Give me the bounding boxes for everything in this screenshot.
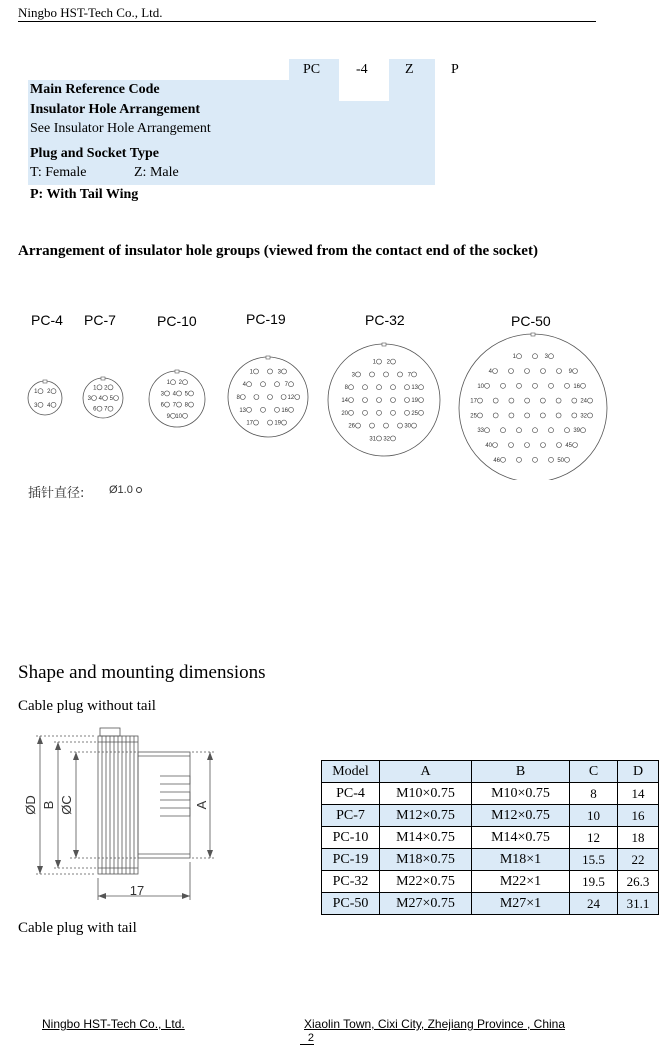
key-notch [382,343,386,346]
pin-number: 45 [565,443,572,449]
table-header-row [322,761,659,783]
pin-hole [493,443,498,448]
table-row [322,871,659,893]
with-tail-label: Cable plug with tail [18,920,137,936]
conn-name-pc32: PC-32 [365,312,405,328]
insulator-diagrams [0,320,662,480]
table-cell: M14×0.75 [380,827,472,849]
pin-hole [384,372,389,377]
pin-hole [177,402,182,407]
pin-number: 2 [104,385,108,392]
pin-hole [165,402,170,407]
pin-hole [268,395,273,400]
pin-hole [363,410,368,415]
pin-hole [391,385,396,390]
connector-pc4 [28,380,62,415]
pin-hole [183,413,188,418]
pin-hole [549,457,554,462]
insulator-outline [228,357,308,437]
pin-hole [275,407,280,412]
pin-hole [38,402,43,407]
pin-hole [485,428,490,433]
pin-number: 31 [369,436,376,443]
pin-hole [356,372,361,377]
pin-hole [556,398,561,403]
pin-hole-icon [136,487,142,493]
table-cell: 12 [570,827,618,849]
pin-hole [573,369,578,374]
main-ref-label: Main Reference Code [30,82,160,97]
connector-pc10 [149,370,205,427]
pin-hole [565,383,570,388]
pin-hole [517,354,522,359]
table-header-cell: A [380,761,472,783]
pin-number: 7 [284,382,288,389]
table-header-cell: Model [322,761,380,783]
male-label: Z: Male [134,165,179,180]
pin-hole [419,398,424,403]
pin-number: 40 [485,443,492,449]
pin-number: 39 [573,428,580,435]
pin-number: 12 [287,395,295,401]
pin-number: 16 [573,383,580,390]
insulator-title: Insulator Hole Arrangement [30,102,201,117]
table-cell: 31.1 [618,893,659,915]
pin-hole [92,396,97,401]
pin-hole [509,398,514,403]
pin-hole [493,369,498,374]
pin-number: 1 [249,369,253,376]
pin-hole [97,406,102,411]
pin-hole [517,428,522,433]
pin-hole [565,457,570,462]
pin-number: 13 [411,385,418,392]
pin-number: 2 [178,380,182,387]
key-notch [175,370,179,373]
pin-hole [183,380,188,385]
pin-hole [177,391,182,396]
connector-pc7 [83,377,123,418]
code-type: Z [405,62,414,77]
table-cell: M10×0.75 [472,783,570,805]
pin-hole [268,369,273,374]
table-header-cell: B [472,761,570,783]
pin-hole [533,383,538,388]
pin-hole [540,398,545,403]
pin-number: 2 [386,359,390,366]
pin-hole [377,385,382,390]
pin-hole [370,423,375,428]
table-cell: PC-19 [322,849,380,871]
dim-c-label: ØC [59,795,74,815]
pin-number: 14 [341,398,348,404]
pin-hole [289,382,294,387]
plug-grip-ribs [102,736,134,874]
pin-hole [295,395,300,400]
pin-hole [275,382,280,387]
key-notch [266,356,270,359]
table-cell: PC-32 [322,871,380,893]
pin-number: 7 [104,406,108,413]
pin-hole [282,420,287,425]
pin-hole [581,383,586,388]
plug-title: Plug and Socket Type [30,146,160,161]
insulator-outline [28,381,62,415]
dim-b-label: B [41,800,56,810]
tail-label: P: With Tail Wing [30,187,139,202]
pin-number: 16 [281,407,288,414]
pin-hole [405,398,410,403]
pin-hole [549,428,554,433]
pin-hole [356,423,361,428]
pin-hole [557,369,562,374]
pin-hole [533,457,538,462]
table-row [322,805,659,827]
pin-hole [38,389,43,394]
table-cell: M27×0.75 [380,893,472,915]
pin-number: 8 [184,402,188,409]
table-row [322,827,659,849]
header-rule [18,21,596,22]
pin-hole [189,402,194,407]
pin-hole [261,382,266,387]
pin-hole [240,395,245,400]
pin-hole [377,410,382,415]
pin-hole [557,443,562,448]
pin-hole [349,398,354,403]
pin-hole [419,410,424,415]
pin-hole [377,436,382,441]
pin-diameter-value: Ø1.0 [109,484,142,496]
insulator-sub: See Insulator Hole Arrangement [30,121,211,136]
pin-hole [282,369,287,374]
pin-number: 4 [488,369,492,375]
conn-name-pc7: PC-7 [84,312,116,328]
connector-pc50 [459,333,607,480]
pin-hole [363,398,368,403]
conn-name-pc50: PC-50 [511,313,551,329]
pin-hole [565,428,570,433]
pin-hole [517,383,522,388]
table-cell: 10 [570,805,618,827]
pin-number: 1 [34,389,38,396]
pin-hole [391,359,396,364]
pin-hole [384,423,389,428]
pin-hole [114,396,119,401]
pin-number: 19 [274,420,281,427]
conn-name-pc19: PC-19 [246,311,286,327]
pin-number: 7 [407,372,411,379]
conn-name-pc4: PC-4 [31,312,63,328]
pin-hole [254,420,259,425]
connector-pc32 [328,343,440,456]
pin-hole [289,407,294,412]
pin-number: 30 [404,423,411,430]
pin-number: 3 [160,391,164,398]
table-cell: PC-10 [322,827,380,849]
pin-hole [412,372,417,377]
pin-hole [501,383,506,388]
table-cell: M12×0.75 [472,805,570,827]
table-cell: M22×0.75 [380,871,472,893]
no-tail-label: Cable plug without tail [18,698,156,714]
pin-hole [405,385,410,390]
table-cell: PC-4 [322,783,380,805]
pin-hole [391,410,396,415]
pin-number: 8 [236,395,240,401]
plug-thread [138,752,190,858]
table-cell: PC-50 [322,893,380,915]
pin-number: 6 [93,406,97,413]
pin-hole [572,413,577,418]
plug-drawing [20,722,220,912]
pin-hole [540,413,545,418]
table-cell: M10×0.75 [380,783,472,805]
pin-hole [189,391,194,396]
pin-number: 17 [246,420,253,427]
table-cell: M18×0.75 [380,849,472,871]
table-cell: 19.5 [570,871,618,893]
pin-hole [549,354,554,359]
pin-number: 2 [47,389,51,396]
key-notch [531,333,535,336]
pin-number: 1 [512,354,516,361]
code-pc: PC [303,62,321,77]
table-cell: 16 [618,805,659,827]
pin-hole [281,395,286,400]
pin-hole [509,413,514,418]
table-row [322,893,659,915]
pin-number: 8 [344,385,348,392]
table-cell: 24 [570,893,618,915]
pin-hole [108,385,113,390]
pin-hole [349,410,354,415]
table-cell: M18×1 [472,849,570,871]
dim-a-label: A [194,800,209,810]
table-cell: PC-7 [322,805,380,827]
pin-hole [509,443,514,448]
pin-hole [247,382,252,387]
key-notch [43,380,47,383]
pin-number: 7 [172,402,176,409]
pin-hole [370,372,375,377]
table-cell: M14×0.75 [472,827,570,849]
pin-number: 5 [184,391,188,398]
pin-hole [572,398,577,403]
pin-number: 4 [242,382,246,389]
pin-number: 46 [493,457,500,464]
table-header-cell: C [570,761,618,783]
female-label: T: Female [30,165,87,180]
pin-hole [261,407,266,412]
plug-top-tab [100,728,120,736]
pin-hole [509,369,514,374]
pin-hole [525,369,530,374]
pin-hole [477,413,482,418]
pin-number: 13 [239,407,246,414]
pin-hole [485,383,490,388]
pin-hole [525,413,530,418]
pin-number: 17 [470,398,477,405]
pin-hole [419,385,424,390]
pin-hole [377,398,382,403]
dimension-table [321,760,659,915]
pin-hole [533,428,538,433]
table-cell: 18 [618,827,659,849]
pin-hole [171,380,176,385]
pin-hole [588,413,593,418]
code-size: -4 [356,62,368,77]
pin-hole [556,413,561,418]
pin-number: 4 [98,396,102,402]
table-cell: 15.5 [570,849,618,871]
pin-hole [51,402,56,407]
pin-hole [549,383,554,388]
footer-company: Ningbo HST-Tech Co., Ltd. [42,1017,185,1031]
pin-number: 9 [166,413,170,420]
pin-hole [391,436,396,441]
key-notch [101,377,105,380]
footer-address: Xiaolin Town, Cixi City, Zhejiang Province , China [304,1017,566,1031]
pin-number: 1 [372,359,376,366]
footer-page: 2 [300,1032,314,1045]
table-header-cell: D [618,761,659,783]
pin-number: 50 [557,457,564,464]
pin-hole [363,385,368,390]
pin-hole [405,410,410,415]
conn-name-pc10: PC-10 [157,313,197,329]
pin-hole [501,457,506,462]
pin-diameter-label: 插针直径: [28,486,85,501]
pin-number: 9 [568,369,572,375]
pin-hole [349,385,354,390]
pin-hole [581,428,586,433]
pin-number: 4 [47,402,51,409]
table-cell: 26.3 [618,871,659,893]
pin-number: 33 [477,428,484,435]
pin-hole [391,398,396,403]
pin-number: 20 [341,410,348,417]
pin-hole [268,420,273,425]
pin-number: 5 [109,396,113,402]
pin-hole [377,359,382,364]
pin-hole [477,398,482,403]
pin-hole [533,354,538,359]
pin-number: 19 [411,398,418,404]
pin-number: 32 [580,413,588,420]
pin-hole [573,443,578,448]
table-cell: M12×0.75 [380,805,472,827]
pin-hole [525,443,530,448]
connector-pc19 [228,356,308,437]
pin-number: 32 [383,436,390,443]
pin-hole [501,428,506,433]
arrangement-title: Arrangement of insulator hole groups (viewed from the contact end of the socket) [18,243,538,259]
pin-number: 25 [470,413,477,420]
table-cell: M22×1 [472,871,570,893]
pin-number: 3 [34,402,38,409]
pin-hole [247,407,252,412]
pin-number: 1 [93,385,97,392]
pin-hole [254,395,259,400]
pin-hole [525,398,530,403]
table-cell: M27×1 [472,893,570,915]
pin-hole [398,372,403,377]
header-company: Ningbo HST-Tech Co., Ltd. [18,5,163,20]
dims-title: Shape and mounting dimensions [18,662,266,683]
pin-number: 4 [172,391,176,398]
pin-number: 25 [411,410,418,417]
table-cell: 22 [618,849,659,871]
pin-number: 26 [348,423,355,430]
pin-number: 6 [160,402,164,409]
pin-hole [517,457,522,462]
table-row [322,849,659,871]
pin-number: 3 [87,396,91,402]
pin-hole [541,443,546,448]
code-tail: P [451,62,459,77]
table-cell: 14 [618,783,659,805]
pin-hole [412,423,417,428]
pin-number: 3 [544,354,548,361]
pin-hole [541,369,546,374]
pin-hole [108,406,113,411]
pin-number: 10 [175,413,182,420]
pin-hole [398,423,403,428]
pin-hole [588,398,593,403]
pin-hole [165,391,170,396]
pin-number: 3 [277,369,281,376]
pin-hole [103,396,108,401]
table-cell: 8 [570,783,618,805]
table-row [322,783,659,805]
pin-number: 10 [477,383,484,390]
dim-length-label: 17 [129,883,145,898]
pin-hole [254,369,259,374]
pin-hole [493,398,498,403]
pin-hole [97,385,102,390]
pin-number: 24 [580,398,588,405]
pin-hole [51,389,56,394]
pin-hole [493,413,498,418]
pin-number: 1 [166,380,170,387]
dim-d-label: ØD [23,795,38,815]
pin-number: 3 [351,372,355,379]
